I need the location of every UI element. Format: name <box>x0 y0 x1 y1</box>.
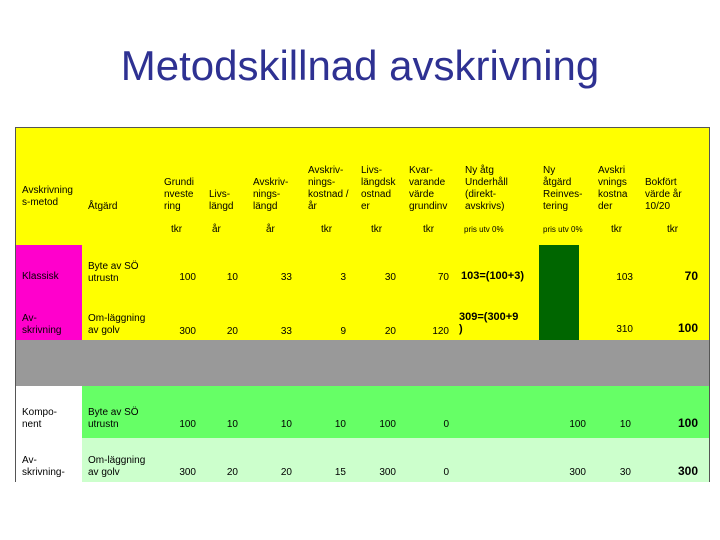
cell-depreciation-cost: 15 <box>334 467 346 478</box>
cell-investment: 100 <box>179 419 196 430</box>
header-depreciation-cost: Avskriv- nings- kostnad / år <box>308 165 349 212</box>
unit-depreciation-cost: tkr <box>321 224 333 235</box>
cell-remaining-value: 0 <box>443 467 449 478</box>
row-action: Om-läggning av golv <box>88 313 146 336</box>
row-method: Av- skrivning- <box>22 455 65 478</box>
cell-lifecycle-costs: 30 <box>384 272 396 283</box>
cell-book-value: 100 <box>677 321 698 335</box>
cell-depreciation-costs: 103 <box>616 272 633 283</box>
cell-book-value: 70 <box>684 269 698 283</box>
cell-investment: 300 <box>179 467 196 478</box>
header-depreciation-costs: Avskri vnings kostna der <box>598 165 628 212</box>
cell-lifecycle-costs: 300 <box>379 467 396 478</box>
cell-remaining-value: 120 <box>432 326 449 337</box>
cell-depreciation-cost: 3 <box>340 272 346 283</box>
separator-band <box>16 340 709 386</box>
unit-book-value: tkr <box>667 224 679 235</box>
unit-investment: tkr <box>171 224 183 235</box>
reinvestment-dark-cell <box>539 245 579 340</box>
cell-lifecycle-costs: 20 <box>384 326 396 337</box>
cell-lifecycle-costs: 100 <box>379 419 396 430</box>
row-action: Byte av SÖ utrustn <box>88 261 139 284</box>
cell-reinvestment: 300 <box>569 467 586 478</box>
cell-maintenance: 103=(100+3) <box>461 270 524 282</box>
header-reinvestment: Ny åtgärd Reinves- tering <box>543 165 583 212</box>
cell-lifespan: 20 <box>226 326 238 337</box>
header-book-value: Bokfört värde år 10/20 <box>645 177 682 212</box>
cell-depreciation-costs: 310 <box>616 324 633 335</box>
unit-depreciation-costs: tkr <box>611 224 623 235</box>
header-lifecycle-costs: Livs- längdsk ostnad er <box>361 165 396 212</box>
row-method: Kompo- nent <box>22 407 58 430</box>
cell-depreciation-cost: 10 <box>334 419 346 430</box>
comparison-table <box>15 127 710 482</box>
cell-reinvestment: 100 <box>569 419 586 430</box>
cell-remaining-value: 70 <box>437 272 449 283</box>
row-method: Klassisk <box>22 271 59 282</box>
row-method: Av- skrivning <box>22 313 62 336</box>
header-action: Åtgärd <box>88 201 118 212</box>
cell-depreciation-costs: 10 <box>619 419 631 430</box>
unit-maintenance: pris utv 0% <box>464 225 504 234</box>
cell-depreciation-length: 20 <box>280 467 292 478</box>
unit-depreciation-length: år <box>266 224 275 235</box>
unit-remaining-value: tkr <box>423 224 435 235</box>
cell-depreciation-length: 33 <box>280 272 292 283</box>
cell-depreciation-length: 10 <box>280 419 292 430</box>
cell-investment: 100 <box>179 272 196 283</box>
cell-remaining-value: 0 <box>443 419 449 430</box>
row-action: Om-läggning av golv <box>88 455 146 478</box>
cell-lifespan: 10 <box>226 272 238 283</box>
cell-book-value: 300 <box>677 464 698 478</box>
cell-lifespan: 20 <box>226 467 238 478</box>
cell-book-value: 100 <box>677 416 698 430</box>
cell-maintenance: 309=(300+9 ) <box>459 311 519 335</box>
cell-depreciation-cost: 9 <box>340 326 346 337</box>
header-maintenance: Ny åtg Underhåll (direkt- avskrivs) <box>465 165 508 212</box>
cell-investment: 300 <box>179 326 196 337</box>
header-investment: Grundi nveste ring <box>164 177 195 212</box>
unit-lifecycle-costs: tkr <box>371 224 383 235</box>
header-depreciation-length: Avskriv- nings- längd <box>253 177 289 212</box>
slide-title: Metodskillnad avskrivning <box>120 42 600 89</box>
header-lifespan: Livs- längd <box>209 189 234 212</box>
cell-depreciation-length: 33 <box>280 326 292 337</box>
row-action: Byte av SÖ utrustn <box>88 407 139 430</box>
cell-lifespan: 10 <box>226 419 238 430</box>
unit-reinvestment: pris utv 0% <box>543 225 583 234</box>
header-remaining-value: Kvar- varande värde grundinv <box>409 165 448 212</box>
unit-lifespan: år <box>212 224 221 235</box>
header-method: Avskrivning s-metod <box>22 185 73 208</box>
cell-depreciation-costs: 30 <box>619 467 631 478</box>
